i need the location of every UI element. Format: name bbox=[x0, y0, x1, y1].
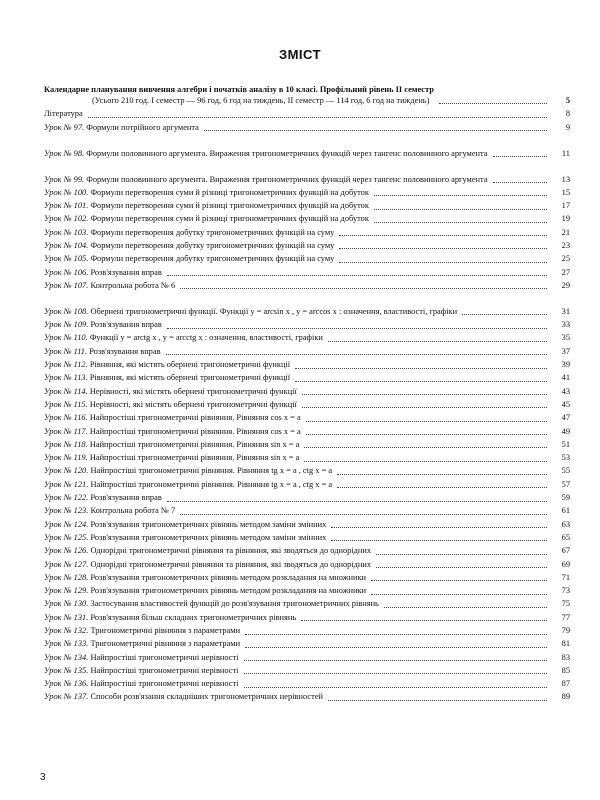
lesson-title: Контрольна робота № 6 bbox=[90, 280, 176, 290]
lesson-number: Урок № 109. bbox=[44, 320, 89, 330]
toc-entry[interactable] bbox=[44, 652, 570, 665]
lesson-title: Розв'язування вправ bbox=[90, 320, 162, 330]
toc-page-number: 77 bbox=[561, 612, 570, 622]
toc-entry-title bbox=[44, 586, 366, 597]
lesson-number: Урок № 105. bbox=[44, 254, 89, 264]
dot-leader bbox=[244, 660, 548, 661]
toc-entry-title bbox=[44, 573, 366, 584]
table-of-contents bbox=[44, 83, 570, 706]
toc-entry-calendar[interactable] bbox=[44, 83, 570, 109]
toc-entry-title bbox=[44, 281, 175, 292]
dot-leader bbox=[493, 156, 547, 157]
dot-leader bbox=[376, 567, 547, 568]
lesson-number: Урок № 125. bbox=[44, 532, 89, 542]
toc-entry-title bbox=[44, 520, 326, 531]
lesson-title: Формули перетворення суми й різниці тригонометричних функцій на добуток bbox=[90, 187, 369, 197]
toc-page-number: 87 bbox=[561, 679, 570, 689]
dot-leader bbox=[339, 235, 547, 236]
lesson-number: Урок № 114. bbox=[44, 386, 88, 396]
toc-entry[interactable] bbox=[44, 347, 570, 360]
toc-page-number: 65 bbox=[561, 532, 570, 542]
toc-page-number: 81 bbox=[561, 639, 570, 649]
lesson-number: Урок № 126. bbox=[44, 546, 89, 556]
lesson-number: Урок № 127. bbox=[44, 559, 89, 569]
lesson-number: Урок № 106. bbox=[44, 267, 89, 277]
dot-leader bbox=[374, 209, 547, 210]
toc-entry[interactable] bbox=[44, 267, 570, 280]
lesson-title: Розв'язування тригонометричних рівнянь методом розкладання на множники bbox=[90, 586, 367, 596]
dot-leader bbox=[244, 673, 548, 674]
lesson-title: Розв'язування тригонометричних рівнянь методом заміни змінних bbox=[90, 519, 327, 529]
lesson-number: Урок № 111. bbox=[44, 346, 88, 356]
toc-entry[interactable] bbox=[44, 679, 570, 692]
dot-leader bbox=[374, 222, 547, 223]
toc-entry[interactable] bbox=[44, 254, 570, 267]
toc-entry[interactable] bbox=[44, 426, 570, 439]
toc-entry[interactable] bbox=[44, 122, 570, 135]
toc-page-number: 49 bbox=[561, 426, 570, 436]
lesson-title: Найпростіші тригонометричні рівняння. Рівняння tg x = a , ctg x = a bbox=[90, 479, 333, 489]
toc-page-number: 89 bbox=[561, 692, 570, 702]
toc-entry[interactable] bbox=[44, 613, 570, 626]
dot-leader bbox=[371, 594, 547, 595]
lesson-title: Найпростіші тригонометричні нерівності bbox=[90, 652, 239, 662]
dot-leader bbox=[167, 501, 547, 502]
toc-entry-title bbox=[44, 533, 326, 544]
lesson-title: Обернені тригонометричні функції. Функції y = arcsin x , y = arccos x : означення, властивості, графіки bbox=[90, 306, 458, 316]
dot-leader bbox=[493, 182, 547, 183]
toc-page-number: 43 bbox=[561, 386, 570, 396]
toc-entry[interactable] bbox=[44, 188, 570, 201]
toc-page-number: 31 bbox=[561, 306, 570, 316]
toc-entry[interactable] bbox=[44, 533, 570, 546]
lesson-title: Розв'язування вправ bbox=[90, 493, 162, 503]
toc-entry-title bbox=[44, 320, 162, 331]
lesson-title: Розв'язування тригонометричних рівнянь методом заміни змінних bbox=[90, 532, 327, 542]
dot-leader bbox=[371, 580, 547, 581]
lesson-number: Урок № 104. bbox=[44, 240, 89, 250]
toc-entry-title bbox=[44, 506, 175, 517]
lesson-number: Урок № 118. bbox=[44, 439, 88, 449]
dot-leader bbox=[439, 103, 547, 104]
dot-leader bbox=[339, 262, 547, 263]
lesson-number: Урок № 103. bbox=[44, 227, 89, 237]
toc-page-number: 27 bbox=[561, 267, 570, 277]
lesson-number: Урок № 98. bbox=[44, 148, 85, 158]
toc-page-number: 25 bbox=[561, 254, 570, 264]
toc-entry-title bbox=[44, 347, 161, 358]
toc-entry[interactable] bbox=[44, 546, 570, 559]
lesson-number: Урок № 133. bbox=[44, 639, 89, 649]
toc-entry[interactable] bbox=[44, 162, 570, 188]
toc-entry-title bbox=[44, 254, 334, 265]
lesson-number: Урок № 128. bbox=[44, 572, 89, 582]
toc-entry[interactable] bbox=[44, 519, 570, 532]
toc-page-number: 39 bbox=[561, 360, 570, 370]
lesson-number: Урок № 102. bbox=[44, 214, 89, 224]
lesson-number: Урок № 97. bbox=[44, 122, 85, 132]
lesson-title: Застосування властивостей функцій до розв'язування тригонометричних рівнянь bbox=[90, 599, 379, 609]
lesson-title: Тригонометричні рівняння з параметрами bbox=[90, 639, 241, 649]
toc-entry[interactable] bbox=[44, 294, 570, 320]
lesson-number: Урок № 131. bbox=[44, 612, 89, 622]
lesson-number: Урок № 116. bbox=[44, 413, 88, 423]
toc-entry[interactable] bbox=[44, 506, 570, 519]
toc-entry[interactable] bbox=[44, 586, 570, 599]
lesson-title: Формули потрійного аргумента bbox=[86, 122, 199, 132]
lesson-title: Найпростіші тригонометричні нерівності bbox=[90, 679, 239, 689]
lesson-number: Урок № 121. bbox=[44, 479, 89, 489]
toc-entry-title bbox=[44, 493, 162, 504]
toc-entry-title bbox=[44, 546, 371, 557]
toc-entry[interactable] bbox=[44, 386, 570, 399]
dot-leader bbox=[304, 461, 547, 462]
toc-entry-title bbox=[44, 666, 239, 677]
toc-page-number: 23 bbox=[561, 240, 570, 250]
toc-page-number: 79 bbox=[561, 626, 570, 635]
toc-entry-title bbox=[44, 387, 297, 398]
lesson-number: Урок № 122. bbox=[44, 493, 89, 503]
lesson-title: Формули половинного аргумента. Вираження тригонометричних функцій через тангенс половинного аргумента bbox=[86, 174, 488, 184]
dot-leader bbox=[337, 474, 547, 475]
toc-entry[interactable] bbox=[44, 413, 570, 426]
dot-leader bbox=[339, 248, 547, 249]
lesson-title: Однорідні тригонометричні рівняння та рівняння, які зводяться до однорідних bbox=[90, 559, 372, 569]
lesson-title: Розв'язування тригонометричних рівнянь методом розкладання на множники bbox=[90, 572, 367, 582]
toc-entry-title bbox=[44, 149, 488, 160]
lesson-title: Найпростіші тригонометричні рівняння. Рівняння cos x = a bbox=[89, 426, 301, 436]
dot-leader bbox=[204, 130, 547, 131]
lesson-title: Тригонометричні рівняння з параметрами bbox=[90, 626, 241, 635]
dot-leader bbox=[306, 421, 547, 422]
dot-leader bbox=[462, 314, 547, 315]
toc-entry-title bbox=[44, 201, 369, 212]
lesson-number: Урок № 115. bbox=[44, 399, 88, 409]
toc-entry-title bbox=[44, 440, 299, 451]
toc-page-number: 11 bbox=[561, 148, 570, 158]
dot-leader bbox=[384, 607, 547, 608]
dot-leader bbox=[328, 700, 547, 701]
lesson-title: Нерівності, які містять обернені тригонометричні функції bbox=[89, 399, 297, 409]
dot-leader bbox=[245, 634, 547, 635]
lesson-title: Формули перетворення добутку тригонометричних функцій на суму bbox=[90, 227, 335, 237]
toc-page-number: 19 bbox=[561, 214, 570, 224]
lesson-number: Урок № 113. bbox=[44, 373, 88, 383]
toc-entry-title bbox=[44, 123, 199, 134]
toc-entry[interactable] bbox=[44, 666, 570, 679]
lesson-number: Урок № 101. bbox=[44, 201, 89, 211]
toc-entry-title bbox=[44, 333, 323, 344]
dot-leader bbox=[88, 117, 547, 118]
lesson-title: Розв'язування вправ bbox=[89, 346, 161, 356]
lesson-number: Урок № 99. bbox=[44, 174, 85, 184]
lesson-title: Контрольна робота № 7 bbox=[90, 506, 176, 516]
toc-page-number: 85 bbox=[561, 665, 570, 675]
lesson-number: Урок № 135. bbox=[44, 665, 89, 675]
toc-page-number: 61 bbox=[561, 506, 570, 516]
toc-entry[interactable] bbox=[44, 241, 570, 254]
toc-entry-title bbox=[44, 466, 332, 477]
toc-entry-title bbox=[44, 639, 240, 650]
toc-page-number: 37 bbox=[561, 346, 570, 356]
dot-leader bbox=[302, 394, 547, 395]
toc-entry[interactable] bbox=[44, 281, 570, 294]
toc-entry-title bbox=[44, 175, 488, 186]
lesson-number: Урок № 136. bbox=[44, 679, 89, 689]
lesson-number: Урок № 119. bbox=[44, 453, 88, 463]
dot-leader bbox=[331, 540, 547, 541]
lesson-number: Урок № 134. bbox=[44, 652, 89, 662]
toc-entry-title bbox=[44, 214, 369, 225]
calendar-line-1: Календарне планування вивчення алгебри і початків аналізу в 10 класі. Профільний рівень ІІ семестр bbox=[44, 85, 434, 95]
toc-page-number: 55 bbox=[561, 466, 570, 476]
lesson-number: Урок № 110. bbox=[44, 333, 88, 343]
toc-page-number: 13 bbox=[561, 174, 570, 184]
lesson-title: Рівняння, які містять обернені тригонометричні функції bbox=[89, 373, 291, 383]
toc-entry[interactable] bbox=[44, 214, 570, 227]
lesson-number: Урок № 112. bbox=[44, 360, 88, 370]
toc-entry[interactable] bbox=[44, 626, 570, 639]
dot-leader bbox=[374, 195, 547, 196]
dot-leader bbox=[180, 288, 547, 289]
toc-entry[interactable] bbox=[44, 599, 570, 612]
toc-entry-title bbox=[44, 613, 296, 624]
lesson-title: Функції y = arctg x , y = arcctg x : означення, властивості, графіки bbox=[89, 333, 323, 343]
toc-entry[interactable] bbox=[44, 466, 570, 479]
dot-leader bbox=[166, 354, 547, 355]
dot-leader bbox=[301, 620, 547, 621]
lesson-title: Формули перетворення добутку тригонометричних функцій на суму bbox=[90, 240, 335, 250]
lesson-title: Розв'язування вправ bbox=[90, 267, 162, 277]
toc-entry-title bbox=[44, 241, 334, 252]
toc-page-number: 53 bbox=[561, 453, 570, 463]
dot-leader bbox=[302, 407, 547, 408]
toc-entry[interactable] bbox=[44, 201, 570, 214]
dot-leader bbox=[306, 434, 547, 435]
toc-entry[interactable] bbox=[44, 573, 570, 586]
lesson-number: Урок № 124. bbox=[44, 519, 89, 529]
toc-entry-title bbox=[44, 373, 290, 384]
toc-page-number: 57 bbox=[561, 479, 570, 489]
toc-entry-title bbox=[44, 400, 297, 411]
toc-entry-title bbox=[44, 360, 290, 371]
toc-entry-title bbox=[44, 653, 239, 664]
toc-entry-title bbox=[44, 307, 457, 318]
toc-entry-title bbox=[44, 413, 301, 424]
lesson-title: Формули перетворення суми й різниці тригонометричних функцій на добуток bbox=[90, 214, 369, 224]
calendar-line-2: (Усього 210 год. І семестр — 96 год, 6 год на тиждень, ІІ семестр — 114 год, 6 год на тиждень) bbox=[92, 95, 430, 105]
toc-page-number: 71 bbox=[561, 572, 570, 582]
toc-page-number: 9 bbox=[565, 122, 570, 132]
dot-leader bbox=[167, 275, 547, 276]
lesson-title: Однорідні тригонометричні рівняння та рівняння, які зводяться до однорідних bbox=[90, 546, 372, 556]
dot-leader bbox=[337, 487, 547, 488]
dot-leader bbox=[304, 447, 547, 448]
dot-leader bbox=[245, 647, 547, 648]
toc-entry-title bbox=[44, 453, 299, 464]
lesson-title: Розв'язування більш складних тригонометричних рівнянь bbox=[90, 612, 297, 622]
toc-entry[interactable] bbox=[44, 453, 570, 466]
toc-entry[interactable] bbox=[44, 360, 570, 373]
lesson-title: Формули половинного аргумента. Вираження тригонометричних функцій через тангенс половинного аргумента bbox=[86, 148, 488, 158]
lesson-number: Урок № 100. bbox=[44, 187, 89, 197]
lesson-number: Урок № 123. bbox=[44, 506, 89, 516]
toc-page-number: 5 bbox=[565, 95, 570, 105]
lesson-number: Урок № 137. bbox=[44, 692, 89, 702]
toc-page-number: 75 bbox=[561, 599, 570, 609]
toc-entry-title bbox=[44, 427, 301, 438]
toc-entry-title bbox=[44, 188, 369, 199]
dot-leader bbox=[295, 381, 547, 382]
toc-entry-title bbox=[44, 85, 434, 106]
toc-entry-title bbox=[44, 109, 83, 120]
toc-page-number: 63 bbox=[561, 519, 570, 529]
lesson-number: Урок № 117. bbox=[44, 426, 88, 436]
dot-leader bbox=[295, 368, 547, 369]
toc-page-number: 35 bbox=[561, 333, 570, 343]
toc-page-number: 15 bbox=[561, 187, 570, 197]
lesson-number: Урок № 107. bbox=[44, 280, 89, 290]
toc-page-number: 47 bbox=[561, 413, 570, 423]
toc-entry-title bbox=[44, 679, 239, 690]
toc-entry[interactable] bbox=[44, 559, 570, 572]
toc-entry[interactable] bbox=[44, 480, 570, 493]
lesson-title: Рівняння, які містять обернені тригонометричні функції bbox=[89, 360, 291, 370]
lesson-title: Найпростіші тригонометричні рівняння. Рівняння cos x = a bbox=[89, 413, 301, 423]
toc-entry-title bbox=[44, 560, 371, 571]
lesson-title: Нерівності, які містять обернені тригонометричні функції bbox=[89, 386, 297, 396]
toc-page-number: 45 bbox=[561, 399, 570, 409]
toc-page-number: 59 bbox=[561, 493, 570, 503]
lesson-title: Способи розв'язання складніших тригонометричних нерівностей bbox=[90, 692, 323, 702]
dot-leader bbox=[167, 328, 547, 329]
toc-entry[interactable] bbox=[44, 692, 570, 705]
lesson-title: Формули перетворення добутку тригонометричних функцій на суму bbox=[90, 254, 335, 264]
toc-page-number: 8 bbox=[565, 109, 570, 119]
lesson-number: Урок № 120. bbox=[44, 466, 89, 476]
toc-entry[interactable] bbox=[44, 227, 570, 240]
toc-page-number: 73 bbox=[561, 586, 570, 596]
toc-page-number: 41 bbox=[561, 373, 570, 383]
lesson-title: Найпростіші тригонометричні рівняння. Рівняння sin x = a bbox=[89, 453, 300, 463]
toc-entry-title bbox=[44, 599, 379, 610]
dot-leader bbox=[331, 527, 547, 528]
lesson-title: Формули перетворення суми й різниці тригонометричних функцій на добуток bbox=[90, 201, 369, 211]
lesson-number: Урок № 129. bbox=[44, 586, 89, 596]
toc-entry[interactable] bbox=[44, 333, 570, 346]
toc-page-number: 17 bbox=[561, 201, 570, 211]
toc-page-number: 29 bbox=[561, 280, 570, 290]
toc-entry[interactable] bbox=[44, 320, 570, 333]
toc-entry[interactable] bbox=[44, 440, 570, 453]
toc-page-number: 51 bbox=[561, 439, 570, 449]
toc-entry-title bbox=[44, 480, 332, 491]
toc-page-number: 69 bbox=[561, 559, 570, 569]
lesson-number: Урок № 132. bbox=[44, 626, 89, 635]
toc-page-number: 67 bbox=[561, 546, 570, 556]
toc-page-number: 83 bbox=[561, 652, 570, 662]
toc-page-number: 21 bbox=[561, 227, 570, 237]
toc-heading: ЗМІСТ bbox=[278, 47, 322, 62]
dot-leader bbox=[328, 341, 547, 342]
dot-leader bbox=[244, 687, 548, 688]
toc-entry-title bbox=[44, 626, 240, 637]
lesson-number: Урок № 108. bbox=[44, 306, 89, 316]
lesson-title: Найпростіші тригонометричні рівняння. Рівняння tg x = a , ctg x = a bbox=[90, 466, 333, 476]
toc-entry[interactable] bbox=[44, 493, 570, 506]
toc-entry-title bbox=[44, 268, 162, 279]
dot-leader bbox=[180, 514, 547, 515]
toc-entry-title bbox=[44, 692, 323, 703]
toc-entry[interactable] bbox=[44, 400, 570, 413]
toc-entry-title bbox=[44, 228, 334, 239]
lesson-title: Найпростіші тригонометричні нерівності bbox=[90, 665, 239, 675]
lesson-title: Література bbox=[44, 109, 83, 119]
toc-entry[interactable] bbox=[44, 109, 570, 122]
dot-leader bbox=[376, 554, 547, 555]
toc-entry[interactable] bbox=[44, 639, 570, 652]
toc-entry[interactable] bbox=[44, 136, 570, 162]
lesson-title: Найпростіші тригонометричні рівняння. Рівняння sin x = a bbox=[89, 439, 300, 449]
toc-entry[interactable] bbox=[44, 373, 570, 386]
toc-page-number: 33 bbox=[561, 320, 570, 330]
page-number: 3 bbox=[40, 772, 46, 783]
lesson-number: Урок № 130. bbox=[44, 599, 89, 609]
